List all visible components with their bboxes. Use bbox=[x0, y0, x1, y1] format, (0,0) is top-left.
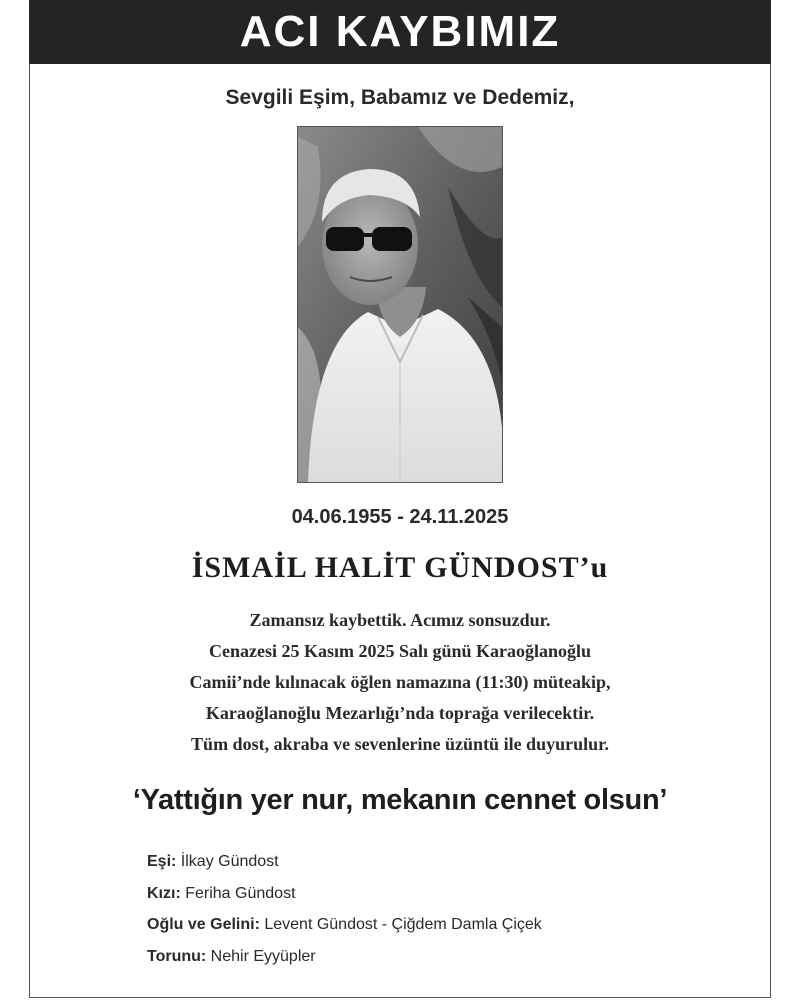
announcement-line: Cenazesi 25 Kasım 2025 Salı günü Karaoğlanoğlu bbox=[208, 641, 592, 661]
relative-name: Nehir Eyyüpler bbox=[206, 947, 316, 965]
portrait-photo bbox=[297, 126, 503, 483]
relative-row bbox=[147, 945, 542, 977]
announcement-line: Zamansız kaybettik. Acımız sonsuzdur. bbox=[249, 610, 551, 630]
relative-label: Oğlu ve Gelini: bbox=[147, 916, 260, 933]
header-title: ACI KAYBIMIZ bbox=[239, 7, 561, 56]
portrait-illustration bbox=[298, 127, 502, 482]
relatives-list bbox=[147, 850, 542, 976]
relative-row bbox=[147, 850, 542, 882]
relative-row bbox=[147, 913, 542, 945]
relative-name: Feriha Gündost bbox=[180, 884, 296, 902]
announcement-text bbox=[0, 605, 800, 760]
relative-name: Levent Gündost - Çiğdem Damla Çiçek bbox=[259, 916, 542, 933]
relative-label: Eşi: bbox=[147, 853, 177, 870]
relative-label: Kızı: bbox=[147, 884, 181, 902]
memorial-quote: ‘Yattığın yer nur, mekanın cennet olsun’ bbox=[132, 784, 668, 816]
greeting-text: Sevgili Eşim, Babamız ve Dedemiz, bbox=[225, 86, 575, 109]
announcement-line: Tüm dost, akraba ve sevenlerine üzüntü ile duyurulur. bbox=[191, 734, 609, 754]
header-bar bbox=[29, 0, 771, 64]
announcement-line: Karaoğlanoğlu Mezarlığı’nda toprağa verilecektir. bbox=[205, 703, 595, 723]
announcement-line: Camii’nde kılınacak öğlen namazına (11:30) müteakip, bbox=[189, 672, 611, 692]
relative-label: Torunu: bbox=[147, 947, 207, 965]
relative-name: İlkay Gündost bbox=[176, 853, 279, 870]
relative-row bbox=[147, 882, 542, 914]
life-dates: 04.06.1955 - 24.11.2025 bbox=[291, 506, 509, 528]
deceased-name: İSMAİL HALİT GÜNDOST’u bbox=[191, 551, 609, 584]
